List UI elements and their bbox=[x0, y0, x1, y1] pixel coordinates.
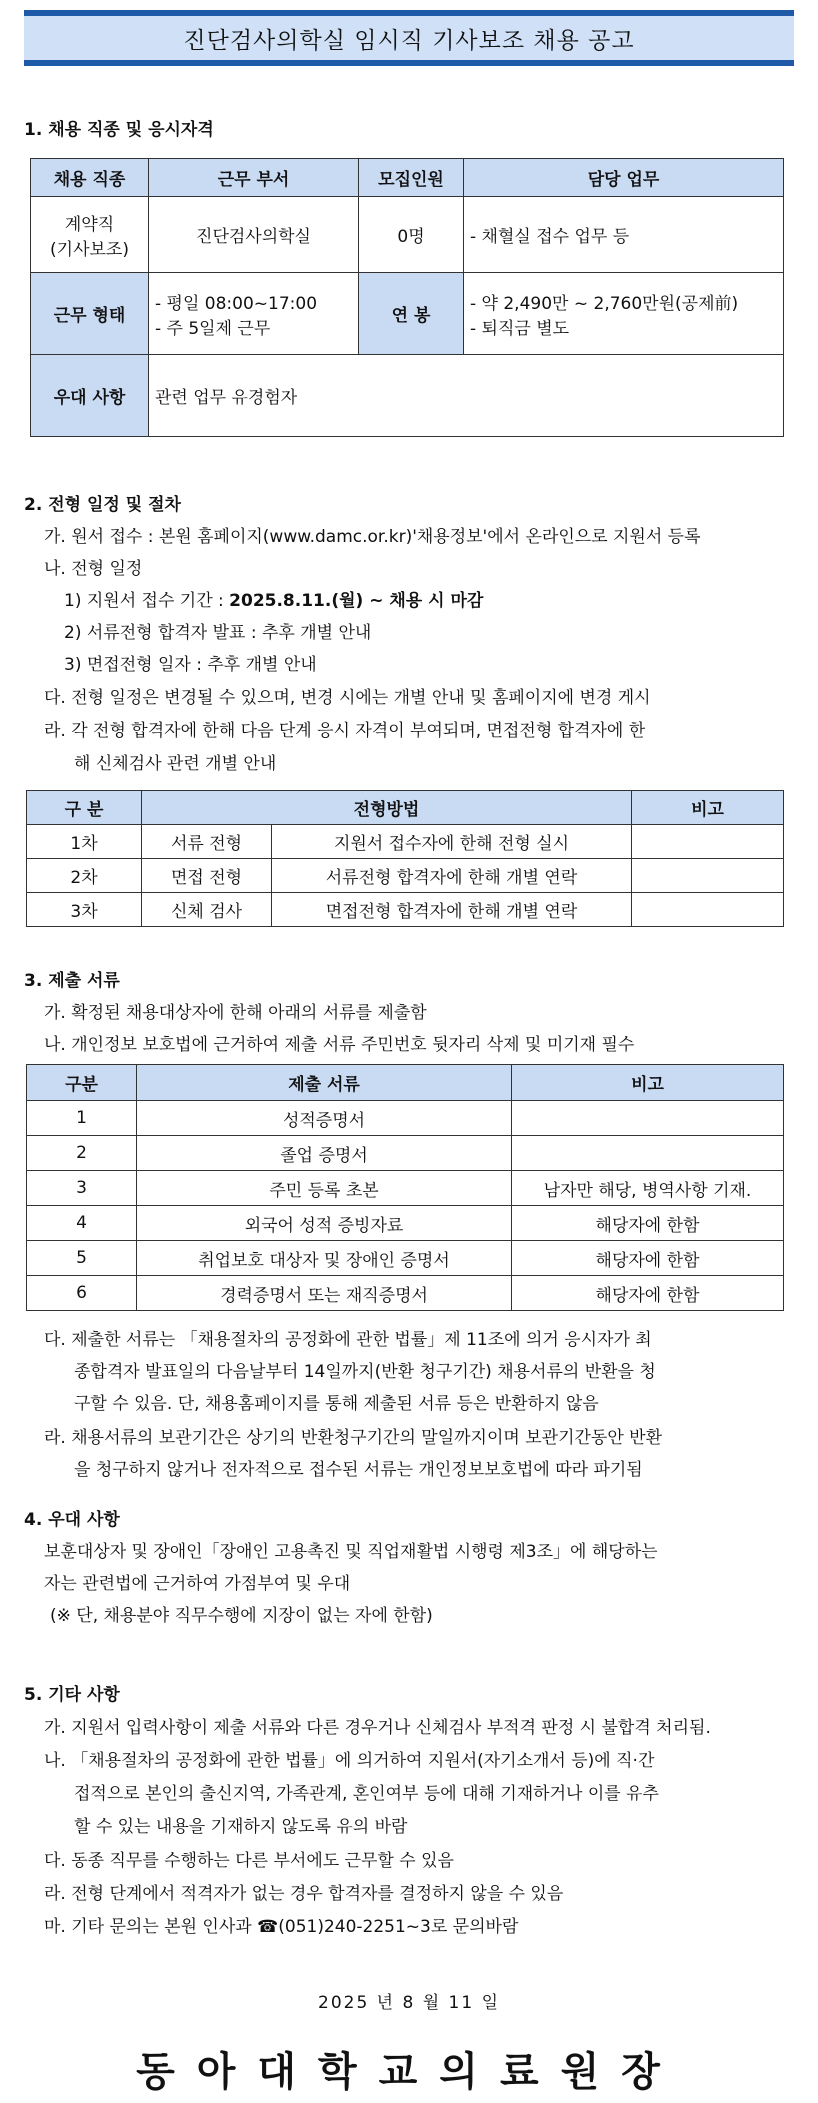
s3-item-c3: 구할 수 있음. 단, 채용홈페이지를 통해 제출된 서류 등은 반환하지 않음 bbox=[74, 1394, 599, 1414]
duty-cell: - 채혈실 접수 업무 등 bbox=[464, 197, 784, 273]
s5-item-b3: 할 수 있는 내용을 기재하지 않도록 유의 바람 bbox=[74, 1817, 408, 1837]
no-cell: 6 bbox=[27, 1276, 137, 1311]
remark-cell bbox=[512, 1136, 784, 1171]
method-name-cell: 면접 전형 bbox=[142, 859, 272, 893]
note-cell bbox=[632, 825, 784, 859]
header-stage: 구 분 bbox=[27, 791, 142, 825]
s2-item-d2: 해 신체검사 관련 개별 안내 bbox=[74, 754, 277, 774]
job-type-line1: 계약직 bbox=[64, 214, 115, 235]
method-desc-cell: 서류전형 합격자에 한해 개별 연락 bbox=[272, 859, 632, 893]
header-department: 근무 부서 bbox=[149, 159, 359, 197]
job-type-cell bbox=[31, 197, 149, 273]
s2-item-a: 가. 원서 접수 : 본원 홈페이지(www.damc.or.kr)'채용정보'에서 온라인으로 지원서 등록 bbox=[44, 527, 701, 547]
s3-item-a: 가. 확정된 채용대상자에 한해 아래의 서류를 제출함 bbox=[44, 1003, 427, 1023]
documents-table bbox=[26, 1064, 784, 1311]
document-cell: 성적증명서 bbox=[137, 1101, 512, 1136]
table-row bbox=[27, 1171, 784, 1206]
count-cell: 0명 bbox=[359, 197, 464, 273]
work-type-line2: - 주 5일제 근무 bbox=[155, 318, 271, 339]
no-cell: 3 bbox=[27, 1171, 137, 1206]
job-table bbox=[30, 158, 784, 437]
s2-item-d1: 라. 각 전형 합격자에 한해 다음 단계 응시 자격이 부여되며, 면접전형 합격자에 한 bbox=[44, 721, 646, 741]
s4-line3: (※ 단, 채용분야 직무수행에 지장이 없는 자에 한함) bbox=[50, 1606, 433, 1626]
table-row bbox=[27, 1136, 784, 1171]
table-row bbox=[27, 893, 784, 927]
work-type-label: 근무 형태 bbox=[31, 273, 149, 355]
s3-item-d1: 라. 채용서류의 보관기간은 상기의 반환청구기간의 말일까지이며 보관기간동안 반환 bbox=[44, 1428, 662, 1448]
s2-b1-label: 1) 지원서 접수 기간 : bbox=[64, 591, 230, 611]
s5-item-b1: 나. 「채용절차의 공정화에 관한 법률」에 의거하여 지원서(자기소개서 등)에 직·간 bbox=[44, 1751, 655, 1771]
s5-item-b2: 접적으로 본인의 출신지역, 가족관계, 혼인여부 등에 대해 기재하거나 이를 유추 bbox=[74, 1784, 659, 1804]
job-type-line2: (기사보조) bbox=[50, 239, 129, 260]
s5-item-c: 다. 동종 직무를 수행하는 다른 부서에도 근무할 수 있음 bbox=[44, 1851, 454, 1871]
s2-item-b1 bbox=[64, 586, 483, 611]
s3-item-c1: 다. 제출한 서류는 「채용절차의 공정화에 관한 법률」제 11조에 의거 응시자가 최 bbox=[44, 1330, 652, 1350]
header-remark: 비고 bbox=[512, 1065, 784, 1101]
s3-item-d2: 을 청구하지 않거나 전자적으로 접수된 서류는 개인정보보호법에 따라 파기됨 bbox=[74, 1460, 643, 1480]
method-name-cell: 신체 검사 bbox=[142, 893, 272, 927]
header-duty: 담당 업무 bbox=[464, 159, 784, 197]
salary-line1: - 약 2,490만 ~ 2,760만원(공제前) bbox=[470, 293, 739, 314]
s2-item-c: 다. 전형 일정은 변경될 수 있으며, 변경 시에는 개별 안내 및 홈페이지에 변경 게시 bbox=[44, 688, 651, 708]
remark-cell: 해당자에 한함 bbox=[512, 1241, 784, 1276]
note-cell bbox=[632, 893, 784, 927]
department-cell: 진단검사의학실 bbox=[149, 197, 359, 273]
header-note: 비고 bbox=[632, 791, 784, 825]
stage-cell: 1차 bbox=[27, 825, 142, 859]
table-row bbox=[27, 825, 784, 859]
document-cell: 주민 등록 초본 bbox=[137, 1171, 512, 1206]
page-title: 진단검사의학실 임시직 기사보조 채용 공고 bbox=[24, 10, 794, 66]
remark-cell bbox=[512, 1101, 784, 1136]
table-row bbox=[27, 1101, 784, 1136]
method-name-cell: 서류 전형 bbox=[142, 825, 272, 859]
remark-cell: 해당자에 한함 bbox=[512, 1206, 784, 1241]
header-job-type: 채용 직종 bbox=[31, 159, 149, 197]
issuer-signature: 동아대학교의료원장 bbox=[136, 2048, 682, 2095]
method-desc-cell: 면접전형 합격자에 한해 개별 연락 bbox=[272, 893, 632, 927]
remark-cell: 남자만 해당, 병역사항 기재. bbox=[512, 1171, 784, 1206]
stage-cell: 2차 bbox=[27, 859, 142, 893]
method-desc-cell: 지원서 접수자에 한해 전형 실시 bbox=[272, 825, 632, 859]
section-3-heading: 3. 제출 서류 bbox=[24, 971, 120, 991]
remark-cell: 해당자에 한함 bbox=[512, 1276, 784, 1311]
document-cell: 졸업 증명서 bbox=[137, 1136, 512, 1171]
s3-item-b: 나. 개인정보 보호법에 근거하여 제출 서류 주민번호 뒷자리 삭제 및 미기재 필수 bbox=[44, 1035, 635, 1055]
header-no: 구분 bbox=[27, 1065, 137, 1101]
s2-item-b3: 3) 면접전형 일자 : 추후 개별 안내 bbox=[64, 655, 317, 675]
table-row bbox=[27, 1241, 784, 1276]
preference-label: 우대 사항 bbox=[31, 355, 149, 437]
issue-date: 2025 년 8 월 11 일 bbox=[318, 1993, 500, 2013]
document-cell: 경력증명서 또는 재직증명서 bbox=[137, 1276, 512, 1311]
s4-line2: 자는 관련법에 근거하여 가점부여 및 우대 bbox=[44, 1574, 351, 1594]
table-row bbox=[27, 1206, 784, 1241]
s2-item-b: 나. 전형 일정 bbox=[44, 559, 143, 579]
no-cell: 4 bbox=[27, 1206, 137, 1241]
stage-cell: 3차 bbox=[27, 893, 142, 927]
preference-cell: 관련 업무 유경험자 bbox=[149, 355, 784, 437]
header-document: 제출 서류 bbox=[137, 1065, 512, 1101]
salary-label: 연 봉 bbox=[359, 273, 464, 355]
work-type-cell bbox=[149, 273, 359, 355]
section-2-heading: 2. 전형 일정 및 절차 bbox=[24, 495, 181, 515]
salary-cell bbox=[464, 273, 784, 355]
s2-b1-period: 2025.8.11.(월) ~ 채용 시 마감 bbox=[229, 591, 484, 611]
note-cell bbox=[632, 859, 784, 893]
selection-table bbox=[26, 790, 784, 927]
no-cell: 2 bbox=[27, 1136, 137, 1171]
table-row bbox=[27, 859, 784, 893]
table-row bbox=[27, 1276, 784, 1311]
s5-item-e: 마. 기타 문의는 본원 인사과 ☎(051)240-2251~3로 문의바람 bbox=[44, 1917, 519, 1937]
header-count: 모집인원 bbox=[359, 159, 464, 197]
work-type-line1: - 평일 08:00~17:00 bbox=[155, 293, 318, 314]
no-cell: 1 bbox=[27, 1101, 137, 1136]
s4-line1: 보훈대상자 및 장애인「장애인 고용촉진 및 직업재활법 시행령 제3조」에 해당하는 bbox=[44, 1542, 658, 1562]
s3-item-c2: 종합격자 발표일의 다음날부터 14일까지(반환 청구기간) 채용서류의 반환을 청 bbox=[74, 1362, 656, 1382]
header-method: 전형방법 bbox=[142, 791, 632, 825]
document-cell: 취업보호 대상자 및 장애인 증명서 bbox=[137, 1241, 512, 1276]
no-cell: 5 bbox=[27, 1241, 137, 1276]
section-1-heading: 1. 채용 직종 및 응시자격 bbox=[24, 120, 214, 140]
document-cell: 외국어 성적 증빙자료 bbox=[137, 1206, 512, 1241]
section-5-heading: 5. 기타 사항 bbox=[24, 1685, 120, 1705]
s5-item-d: 라. 전형 단계에서 적격자가 없는 경우 합격자를 결정하지 않을 수 있음 bbox=[44, 1884, 564, 1904]
s5-item-a: 가. 지원서 입력사항이 제출 서류와 다른 경우거나 신체검사 부적격 판정 시 불합격 처리됨. bbox=[44, 1718, 711, 1738]
section-4-heading: 4. 우대 사항 bbox=[24, 1510, 120, 1530]
s2-item-b2: 2) 서류전형 합격자 발표 : 추후 개별 안내 bbox=[64, 623, 372, 643]
salary-line2: - 퇴직금 별도 bbox=[470, 318, 570, 339]
